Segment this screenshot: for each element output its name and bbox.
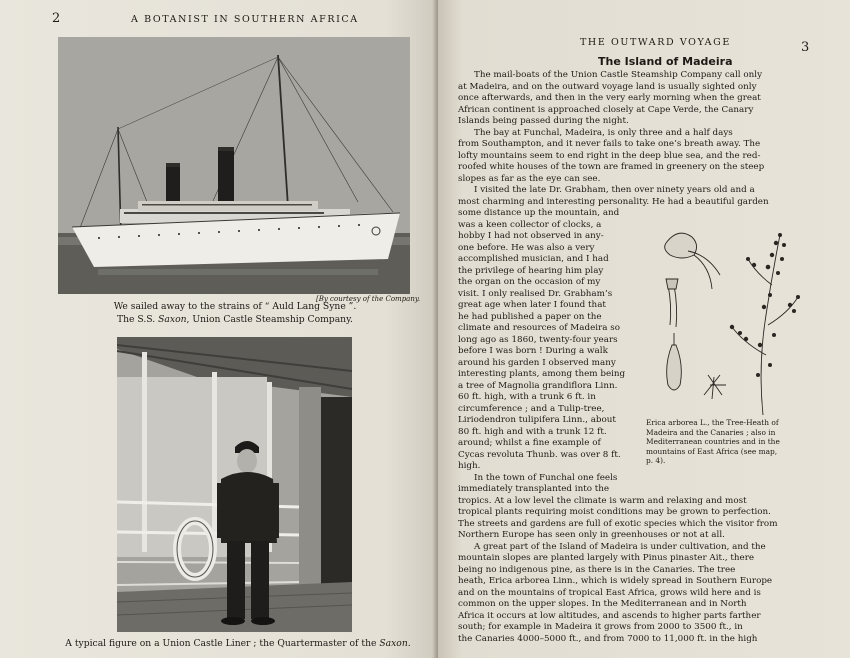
ship-caption-line-2: The S.S. Saxon, Union Castle Steamship Company. [117, 314, 353, 325]
text-line: tropics. At a low level the climate is warm and relaxing and most [458, 495, 747, 506]
running-head-right: THE OUTWARD VOYAGE [580, 37, 731, 48]
running-head-left: A BOTANIST IN SOUTHERN AFRICA [131, 14, 359, 25]
caption-line: p. 4). [646, 456, 666, 466]
text-line: immediately transplanted into the [458, 484, 610, 494]
text-line: Africa it occurs at low altitudes, and ascends to higher parts farther [458, 610, 761, 621]
text-line: Northern Europe has seen only in greenhouses or not at all. [458, 530, 725, 540]
text-line: common on the upper slopes. In the Mediterranean and in North [458, 599, 747, 609]
text-line: he had published a paper on the [458, 311, 602, 322]
text-line: In the town of Funchal one feels [474, 472, 618, 483]
quartermaster-photo [117, 337, 352, 632]
text-line: lofty mountains seem to end right in the deep blue sea, and the red- [458, 150, 761, 161]
body-text-bottom [458, 496, 804, 646]
text-line: I visited the late Dr. Grabham, then over ninety years old and a [474, 185, 755, 195]
text-line: most charming and interesting personality. He had a beautiful garden [458, 196, 769, 207]
text-line: and on the mountains of tropical East Africa, grows wild here and is [458, 587, 761, 598]
text-line: before I was born ! During a walk [458, 346, 608, 356]
text-line: tropical plants requiring moist conditions may be grown to perfection. [458, 507, 771, 517]
photo-credit: [By courtesy of the Company. [316, 295, 421, 303]
page-number-left: 2 [52, 11, 61, 26]
text-line: from Southampton, and it never fails to take one’s breath away. The [458, 139, 761, 149]
text-line: The bay at Funchal, Madeira, is only three and a half days [474, 127, 733, 138]
text-line: heath, Erica arborea Linn., which is widely spread in Southern Europe [458, 576, 773, 586]
quartermaster-caption: A typical figure on a Union Castle Liner ; the Quartermaster of the Saxon. [65, 638, 411, 649]
text-line: climate and resources of Madeira so [458, 323, 620, 333]
text-line: around; whilst a fine example of [458, 438, 601, 448]
text-line: roofed white houses of the town are framed in greenery on the steep [458, 162, 765, 172]
text-line: being no indigenous pine, as there is in the Canaries. The tree [458, 564, 736, 575]
text-line: was a keen collector of clocks, a [458, 219, 602, 230]
text-line: Liriodendron tulipifera Linn., about [458, 415, 616, 425]
text-line: A great part of the Island of Madeira is under cultivation, and the [474, 541, 766, 552]
text-line: south; for example in Madeira it grows from 2000 to 3500 ft., in [458, 622, 743, 632]
body-text-top [458, 70, 804, 220]
caption-line: Madeira and the Canaries ; also in [646, 427, 776, 437]
caption-line: Mediterranean countries and in the [646, 437, 780, 447]
page-number-right: 3 [801, 40, 810, 55]
erica-illustration [648, 215, 808, 415]
body-text-narrow [458, 220, 644, 496]
caption-line: Erica arborea L., the Tree-Heath of [646, 418, 779, 427]
text-line: visit. I only realised Dr. Grabham’s [458, 288, 613, 299]
text-line: African continent is approached closely at Cape Verde, the Canary [458, 104, 754, 115]
deck-illustration [117, 337, 352, 632]
text-line: 80 ft. high and with a trunk 12 ft. [458, 426, 607, 437]
text-line: Cycas revoluta Thunb. was over 8 ft. [458, 449, 621, 460]
text-line: circumference ; and a Tulip-tree, [458, 403, 605, 414]
illustration-caption [646, 418, 816, 466]
ship-caption-line-1: We sailed away to the strains of “ Auld Lang Syne ”. [113, 301, 357, 312]
text-line: the organ on the occasion of my [458, 277, 601, 287]
text-line: 60 ft. high, with a trunk 6 ft. in [458, 392, 596, 402]
text-line: the privilege of hearing him play [458, 265, 604, 276]
ship-caption [60, 300, 410, 326]
caption-line: mountains of East Africa (see map, [646, 446, 778, 456]
text-line: slopes as far as the eye can see. [458, 173, 601, 184]
text-line: long ago as 1860, twenty-four years [458, 334, 618, 345]
text-line: high. [458, 461, 481, 471]
right-page [438, 0, 850, 658]
text-line: interesting plants, among them being [458, 369, 626, 379]
text-line: around his garden I observed many [458, 357, 616, 368]
text-line: Islands being passed during the night. [458, 116, 629, 126]
text-line: accomplished musician, and I had [458, 254, 609, 264]
text-line: at Madeira, and on the outward voyage land is usually sighted only [458, 81, 757, 92]
text-line: a tree of Magnolia grandiflora Linn. [458, 380, 618, 391]
text-line: once afterwards, and then in the very early morning when the great [458, 93, 761, 103]
text-line: one before. He was also a very [458, 242, 595, 253]
text-line: hobby I had not observed in any- [458, 231, 604, 241]
text-line: great age when later I found that [458, 300, 606, 310]
text-line: The mail-boats of the Union Castle Steamship Company call only [474, 70, 763, 80]
text-line: The streets and gardens are full of exotic species which the visitor from [458, 518, 778, 529]
section-title: The Island of Madeira [598, 55, 733, 68]
text-line: mountain slopes are planted largely with Pinus pinaster Ait., there [458, 553, 755, 563]
text-line: the Canaries 4000–5000 ft., and from 7000 to 11,000 ft. in the high [458, 633, 758, 644]
ship-illustration [58, 37, 410, 294]
text-line: some distance up the mountain, and [458, 208, 620, 218]
ship-photo [58, 37, 410, 294]
